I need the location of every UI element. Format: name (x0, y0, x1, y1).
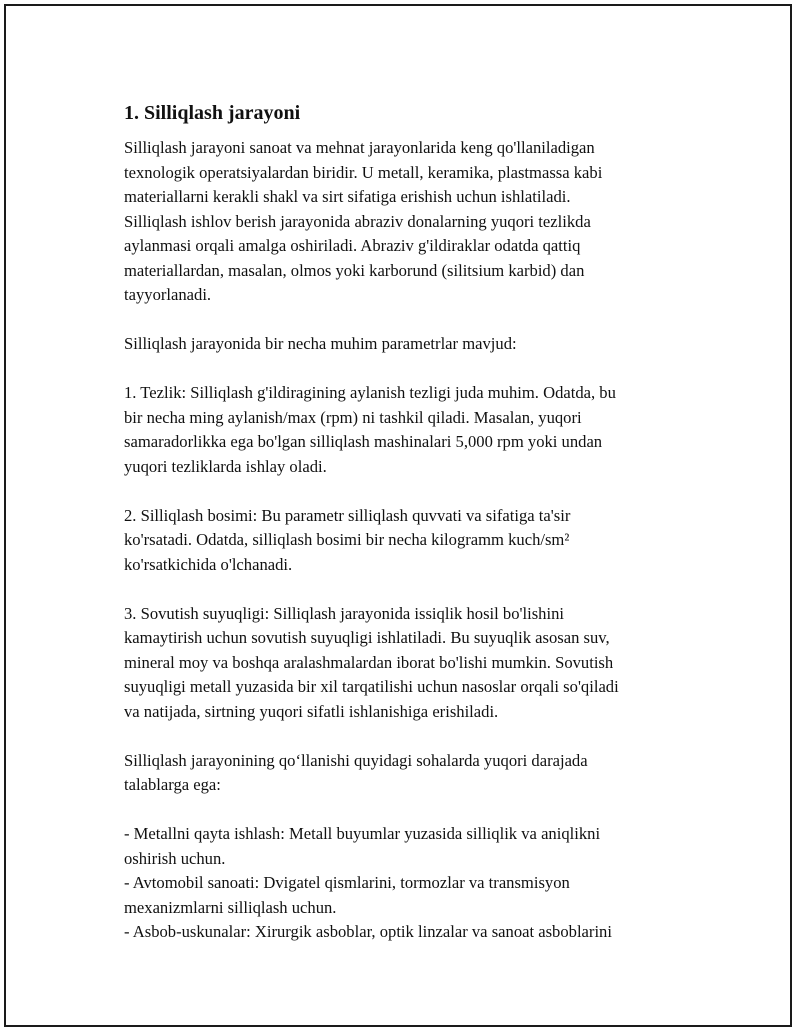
text-line: aylanmasi orqali amalga oshiriladi. Abraziv g'ildiraklar odatda qattiq (124, 236, 581, 255)
text-line: materiallarni kerakli shakl va sirt sifatiga erishish uchun ishlatiladi. (124, 187, 571, 206)
paragraph-pressure (124, 504, 684, 578)
list-item (124, 822, 684, 871)
applications-list (124, 822, 684, 945)
list-item (124, 871, 684, 920)
text-line: talablarga ega: (124, 775, 221, 794)
text-line: Silliqlash ishlov berish jarayonida abraziv donalarning yuqori tezlikda (124, 211, 591, 231)
text-line: suyuqligi metall yuzasida bir xil tarqatilishi uchun nasoslar orqali so'qiladi (124, 677, 619, 696)
text-line: bir necha ming aylanish/max (rpm) ni tashkil qiladi. Masalan, yuqori (124, 407, 582, 427)
paragraph-intro (124, 136, 684, 308)
paragraph-speed (124, 381, 684, 479)
text-line: 3. Sovutish suyuqligi: Silliqlash jarayonida issiqlik hosil bo'lishini (124, 603, 564, 623)
text-line: oshirish uchun. (124, 848, 226, 868)
text-line: 1. Tezlik: Silliqlash g'ildiragining aylanish tezligi juda muhim. Odatda, bu (124, 383, 616, 402)
text-line: yuqori tezliklarda ishlay oladi. (124, 456, 327, 476)
text-line: - Metallni qayta ishlash: Metall buyumlar yuzasida silliqlik va aniqlikni (124, 824, 601, 843)
text-line: samaradorlikka ega bo'lgan silliqlash mashinalari 5,000 rpm yoki undan (124, 432, 603, 451)
text-line: kamaytirish uchun sovutish suyuqligi ishlatiladi. Bu suyuqlik asosan suv, (124, 628, 610, 647)
text-line: - Avtomobil sanoati: Dvigatel qismlarini, tormozlar va transmisyon (124, 873, 570, 892)
text-line: ko'rsatkichida o'lchanadi. (124, 554, 293, 574)
text-line: Silliqlash jarayonida bir necha muhim parametrlar mavjud: (124, 334, 517, 353)
document-title: 1. Silliqlash jarayoni (124, 102, 301, 124)
text-line: Silliqlash jarayoni sanoat va mehnat jarayonlarida keng qo'llaniladigan (124, 138, 595, 157)
text-line: mineral moy va boshqa aralashmalardan iborat bo'lishi mumkin. Sovutish (124, 652, 614, 672)
page-frame (4, 4, 792, 1027)
text-line: tayyorlanadi. (124, 285, 212, 304)
text-line: texnologik operatsiyalardan biridir. U metall, keramika, plastmassa kabi (124, 162, 603, 182)
text-line: Silliqlash jarayonining qo‘llanishi quyidagi sohalarda yuqori darajada (124, 750, 588, 770)
text-line: - Asbob-uskunalar: Xirurgik asboblar, optik linzalar va sanoat asboblarini (124, 922, 612, 941)
text-line: va natijada, sirtning yuqori sifatli ishlanishiga erishiladi. (124, 701, 499, 721)
text-line: materiallardan, masalan, olmos yoki karborund (silitsium karbid) dan (124, 260, 585, 280)
paragraph-parameters-intro (124, 332, 684, 357)
list-item (124, 920, 684, 945)
paragraph-applications-intro (124, 749, 684, 798)
document-body (124, 100, 684, 945)
text-line: 2. Silliqlash bosimi: Bu parametr silliqlash quvvati va sifatiga ta'sir (124, 505, 571, 525)
text-line: mexanizmlarni silliqlash uchun. (124, 897, 337, 917)
paragraph-coolant (124, 602, 684, 725)
text-line: ko'rsatadi. Odatda, silliqlash bosimi bir necha kilogramm kuch/sm² (124, 530, 570, 549)
